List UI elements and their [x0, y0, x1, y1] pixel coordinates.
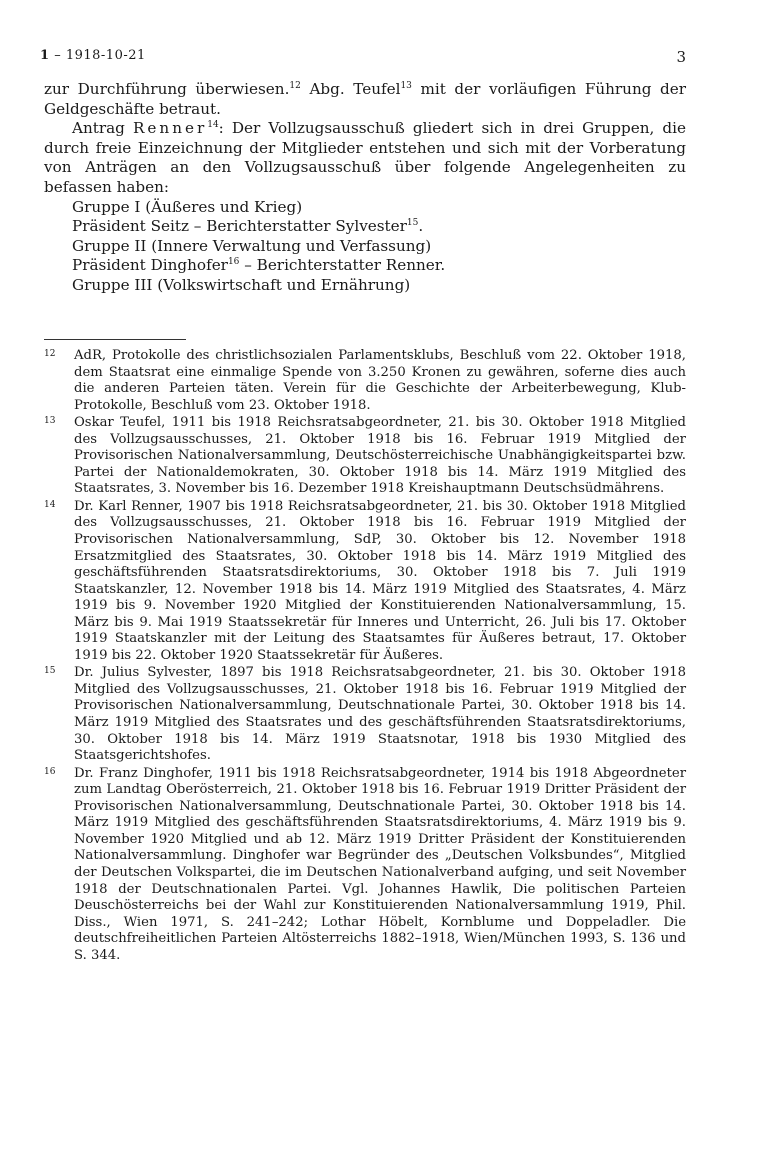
footnote-16: [44, 766, 686, 965]
footnote-12: [44, 348, 686, 414]
footnote-ref-16[interactable]: 16: [227, 257, 240, 268]
list-line-3: [44, 237, 686, 257]
footnote-separator: [44, 339, 186, 340]
speaker-name: Renner: [132, 119, 208, 138]
footnote-ref-13[interactable]: 13: [400, 81, 412, 91]
paragraph-2: [44, 119, 686, 197]
footnote-text: Dr. Julius Sylvester, 1897 bis 1918 Reichsratsabgeordneter, 21. bis 30. Oktober 1918 Mitglied des Vollzugsausschusses, 21. Oktober 1918 bis 16. Februar 1919 Mitglied der Provisorischen Nationalversammlung, Deutschnationale Partei, 30. Oktober 1918 bis 14. März 1919 Mitglied des Staatsrates und des geschäftsführenden Staatsratsdirektoriums, 30. Oktober 1918 bis 14. März 1919 Staatsnotar, 1918 bis 1930 Mitglied des Staatsgerichtshofes.: [74, 665, 686, 764]
footnote-text: Dr. Franz Dinghofer, 1911 bis 1918 Reichsratsabgeordneter, 1914 bis 1918 Abgeordneter zum Landtag Oberösterreich, 21. Oktober 1918 bis 16. Februar 1919 Dritter Präsident der Provisorischen Nationalversammlung, Deutschnationale Partei, 30. Oktober 1918 bis 14. März 1919 Mitglied des geschäftsführenden Staatsratsdirektoriums, 4. März 1919 bis 9. November 1920 Mitglied und ab 12. März 1919 Dritter Präsident der Konstituierenden Nationalversammlung. Dinghofer war Begründer des „Deutschen Volksbundes“, Mitglied der Deutschen Volkspartei, die im Deutschen Nationalverband aufging, und seit November 1918 der Deutschnationalen Partei. Vgl. Johannes Hawlik, Die politischen Parteien Deuschösterreichs bei der Wahl zur Konstituierenden Nationalversammlung 1919, Phil. Diss., Wien 1971, S. 241–242; Lothar Höbelt, Kornblume und Doppeladler. Die deutschfreiheitlichen Parteien Altösterreichs 1882–1918, Wien/München 1993, S. 136 und S. 344.: [74, 765, 686, 963]
paragraph-1-text-b: Abg. Teufel: [300, 80, 401, 98]
footnote-ref-15[interactable]: 15: [406, 218, 419, 229]
list-line-3-text: Gruppe II (Innere Verwaltung und Verfassung): [72, 236, 432, 255]
list-line-1: [44, 198, 686, 218]
footnote-text: Oskar Teufel, 1911 bis 1918 Reichsratsabgeordneter, 21. bis 30. Oktober 1918 Mitglied des Vollzugsausschusses, 21. Oktober 1918 bis 16. Februar 1919 Mitglied der Provisorischen Nationalversammlung, Deutschösterreichische Unabhängigkeitspartei bzw. Partei der Nationaldemokraten, 30. Oktober 1918 bis 14. März 1919 Mitglied des Staatsrates, 3. November bis 16. Dezember 1918 Kreishauptmann Deutschsüdmährens.: [74, 415, 686, 497]
list-line-5-text: Gruppe III (Volkswirtschaft und Ernährung): [72, 275, 411, 294]
list-line-4-text: Präsident Dinghofer: [72, 256, 228, 275]
list-line-2: [44, 217, 686, 237]
running-header: [40, 48, 686, 68]
paragraph-1-text-c: mit der vorläufigen Führung der Geldgeschäfte betraut.: [44, 80, 687, 118]
paragraph-1: [44, 80, 686, 119]
footnote-number: 14: [44, 499, 56, 510]
footnote-number: 12: [44, 349, 56, 359]
page-number: 3: [676, 48, 686, 66]
footnote-number: 15: [44, 666, 56, 677]
footnote-14: [44, 499, 686, 664]
volume-number: 1: [40, 48, 50, 63]
footnote-15: [44, 665, 686, 764]
list-line-4-suffix: – Berichterstatter Renner.: [239, 256, 446, 275]
header-date: – 1918-10-21: [54, 48, 146, 63]
header-reference: [40, 48, 146, 63]
paragraph-2-text-a: Antrag: [72, 119, 133, 138]
paragraph-2-text-b: : Der Vollzugsausschuß gliedert sich in drei Gruppen, die durch freie Einzeichnung der Mitglieder entstehen und sich mit der Vorberatung von Anträgen an den Vollzugsausschuß über folgende Angelegenheiten zu befassen haben:: [44, 119, 686, 196]
footnote-13: [44, 415, 686, 498]
list-line-5: [44, 276, 686, 296]
list-line-2-suffix: .: [418, 217, 424, 236]
footnote-text: Dr. Karl Renner, 1907 bis 1918 Reichsratsabgeordneter, 21. bis 30. Oktober 1918 Mitglied des Vollzugsausschusses, 21. Oktober 1918 bis 16. Februar 1919 Mitglied der Provisorischen Nationalversammlung, SdP, 30. Oktober bis 12. November 1918 Ersatzmitglied des Staatsrates, 30. Oktober 1918 bis 14. März 1919 Mitglied des geschäftsführenden Staatsratsdirektoriums, 30. Oktober 1918 bis 7. Juli 1919 Staatskanzler, 12. November 1918 bis 14. März 1919 Mitglied des Staatsrates, 4. März 1919 bis 9. November 1920 Mitglied der Konstituierenden Nationalversammlung, 15. März bis 9. Mai 1919 Staatssekretär für Inneres und Unterricht, 26. Juli bis 17. Oktober 1919 Staatskanzler mit der Leitung des Staatsamtes für Äußeres betraut, 17. Oktober 1919 bis 22. Oktober 1920 Staatssekretär für Äußeres.: [74, 498, 686, 663]
footnote-number: 13: [44, 416, 56, 427]
footnote-number: 16: [44, 766, 56, 777]
list-line-4: [44, 256, 686, 276]
footnote-ref-14[interactable]: 14: [207, 120, 219, 131]
main-text: [44, 80, 686, 296]
list-line-2-text: Präsident Seitz – Berichterstatter Sylvester: [72, 217, 407, 236]
footnote-text: AdR, Protokolle des christlichsozialen Parlamentsklubs, Beschluß vom 22. Oktober 1918, dem Staatsrat eine einmalige Spende von 3.250 Kronen zu gewähren, soferne dies auch die anderen Parteien täten. Verein für die Geschichte der Arbeiterbewegung, Klub-Protokolle, Beschluß vom 23. Oktober 1918.: [74, 348, 686, 413]
list-line-1-text: Gruppe I (Äußeres und Krieg): [72, 197, 303, 216]
paragraph-1-text-a: zur Durchführung überwiesen.: [44, 80, 290, 98]
footnote-ref-12[interactable]: 12: [289, 81, 301, 91]
footnotes-section: [44, 348, 686, 965]
